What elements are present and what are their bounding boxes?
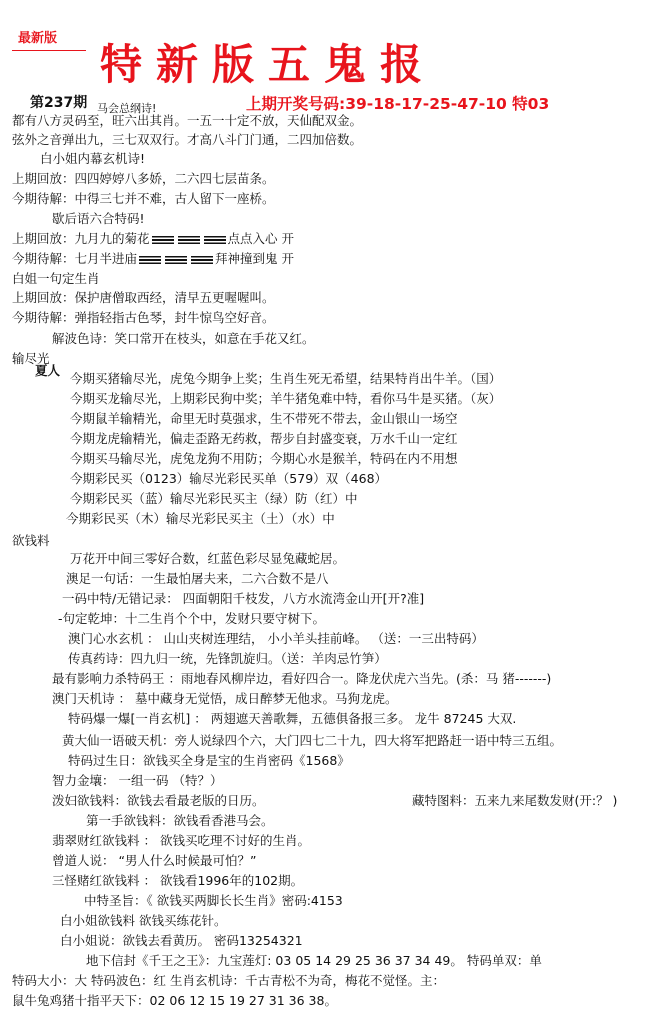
text-line xyxy=(66,571,329,586)
text-line xyxy=(52,773,222,788)
brand-label: 最新版 xyxy=(18,31,58,46)
text-line xyxy=(52,671,551,686)
line-text: 夏人 xyxy=(35,363,61,378)
line-text: 一码中特/无错记录： 四面朝阳千枝发，八方水流湾金山开[开?准] xyxy=(62,591,425,606)
text-line xyxy=(60,933,303,948)
line-text: -句定乾坤：十二生肖个个中，发财只要守树下。 xyxy=(58,611,326,626)
text-line xyxy=(68,711,516,726)
text-line xyxy=(12,533,50,548)
text-line xyxy=(70,451,458,466)
last-draw-numbers: 39-18-17-25-47-10 特03 xyxy=(345,95,550,113)
line-text: 黄大仙一语破天机：旁人说绿四个六，大门四七二十九，四大将军把路赶一语中特三五组。 xyxy=(62,733,563,748)
line-text: 智力金壤： 一组一码 （特？） xyxy=(52,773,223,788)
text-line xyxy=(12,271,100,286)
line-text: 三怪赌红欲钱料 ： 欲钱看1996年的102期。 xyxy=(52,873,304,888)
last-draw-result xyxy=(246,97,549,112)
line-text: 传真药诗：四九归一统，先锋凯旋归。（送：羊肉忌竹笋） xyxy=(68,651,387,666)
text-line xyxy=(66,511,335,526)
text-line xyxy=(70,391,501,406)
text-line xyxy=(40,151,145,166)
line-text: 曾道人说： “男人什么时候最可怕？” xyxy=(52,853,257,868)
text-line xyxy=(70,411,458,426)
line-text: 今期彩民买（0123）输尽光彩民买单（579）双（468） xyxy=(70,471,388,486)
text-line xyxy=(52,211,145,226)
brand-underline xyxy=(12,50,86,51)
line-text: 最有影响力杀特码王 ：雨地春风柳岸边，看好四合一。降龙伏虎六当先。(杀：马 猪-------) xyxy=(52,671,552,686)
text-line xyxy=(12,993,337,1008)
line-text: 今期龙虎输精光，偏走歪路无药救，帮步自封盛变衰，万水千山一定红 xyxy=(70,431,458,446)
line-text: 澳门心水玄机 ： 山山夹树连理结， 小小羊头挂前峰。 （送：一三出特码） xyxy=(68,631,484,646)
line-text: 歇后语六合特码! xyxy=(52,211,145,226)
line-text: 都有八方灵码至，旺六出其肖。一五一十定不放，天仙配双金。 xyxy=(12,113,363,128)
issue-number: 第237期 xyxy=(30,95,88,111)
trigram-bars-icon xyxy=(178,236,200,244)
trigram-bars-icon xyxy=(204,236,226,244)
text-line xyxy=(86,953,542,968)
line-text: 白姐一句定生肖 xyxy=(12,271,100,286)
line-text: 第一手欲钱料：欲钱看香港马会。 xyxy=(86,813,274,828)
text-line xyxy=(12,191,275,206)
line-text: 白小姐欲钱料 欲钱买练花针。 xyxy=(60,913,227,928)
text-line xyxy=(52,833,310,848)
text-line xyxy=(12,132,362,147)
trigram-bars-icon xyxy=(165,256,187,264)
line-text: 弦外之音弹出九，三七双双行。才高八斗门门通，二四加倍数。 xyxy=(12,132,363,147)
text-line xyxy=(68,631,484,646)
text-line xyxy=(52,793,265,808)
text-line xyxy=(86,813,274,828)
line-text-tail: 拜神撞到鬼 开 xyxy=(215,251,294,266)
line-text: 今期买猪输尽光，虎兔今期争上奖；生肖生死无希望，结果特肖出牛羊。（国） xyxy=(70,371,502,386)
page-title: 特新版五鬼报 xyxy=(100,40,437,89)
line-text: 白小姐说：欲钱去看黄历。 密码13254321 xyxy=(60,933,303,948)
text-line xyxy=(70,491,358,506)
text-line xyxy=(70,431,458,446)
line-text: 特码过生日：欲钱买全身是宝的生肖密码《1568》 xyxy=(68,753,350,768)
line-text: 欲钱料 xyxy=(12,533,50,548)
text-line xyxy=(35,363,60,378)
line-text: 澳足一句话：一生最怕屠夫来，二六合数不是八 xyxy=(66,571,329,586)
line-text: 今期买马输尽光，虎兔龙狗不用防；今期心水是猴羊，特码在内不用想 xyxy=(70,451,458,466)
text-line xyxy=(68,753,350,768)
line-text: 今期待解：中得三七并不难，古人留下一座桥。 xyxy=(12,191,275,206)
line-text: 藏特图料：五来九来尾数发财(开:？ ) xyxy=(412,793,618,808)
text-line xyxy=(60,913,226,928)
issue-subtitle: 马会总纲诗! xyxy=(97,102,157,115)
line-text: 中特圣旨：《 欲钱买两脚长长生肖》密码:4153 xyxy=(84,893,343,908)
text-line xyxy=(70,551,345,566)
text-line xyxy=(12,310,275,325)
line-text: 万花开中间三零好合数，红蓝色彩尽显兔藏蛇居。 xyxy=(70,551,346,566)
last-draw-label: 上期开奖号码: xyxy=(246,95,346,113)
trigram-bars-icon xyxy=(191,256,213,264)
line-text: 解波色诗：笑口常开在枝头，如意在手花又红。 xyxy=(52,331,315,346)
line-text: 特码爆一爆[一肖玄机] ： 两翅遮天善歌舞，五德俱备报三多。 龙牛 87245 大双. xyxy=(68,711,517,726)
text-line xyxy=(52,873,303,888)
line-text: 地下信封《千王之王》：九宝莲灯: 03 05 14 29 25 36 37 34 49。 特码单双：单 xyxy=(86,953,542,968)
trigram-bars-icon xyxy=(139,256,161,264)
text-line xyxy=(68,651,387,666)
line-text: 上期回放：保护唐僧取西经，清早五更喔喔叫。 xyxy=(12,290,275,305)
line-text: 今期待解：弹指轻指古色琴，封牛惊鸟空好音。 xyxy=(12,310,275,325)
text-line xyxy=(52,691,397,706)
text-line xyxy=(70,471,387,486)
line-text: 鼠牛兔鸡猪十指平天下：02 06 12 15 19 27 31 36 38。 xyxy=(12,993,337,1008)
line-text-tail: 点点入心 开 xyxy=(227,231,294,246)
text-line xyxy=(12,231,294,246)
text-line xyxy=(62,733,562,748)
line-text: 今期买龙输尽光，上期彩民狗中奖；羊牛猪兔难中特，看你马牛是买猪。（灰） xyxy=(70,391,502,406)
text-line xyxy=(62,591,424,606)
text-line xyxy=(12,171,275,186)
text-line xyxy=(412,793,617,808)
trigram-bars-icon xyxy=(152,236,174,244)
text-line xyxy=(12,113,362,128)
line-text: 翡翠财红欲钱料 ： 欲钱买吃理不讨好的生肖。 xyxy=(52,833,310,848)
text-line xyxy=(12,973,445,988)
line-text: 上期回放：四四婷婷八多娇，二六四七层苗条。 xyxy=(12,171,275,186)
text-line xyxy=(52,853,256,868)
text-line xyxy=(52,331,315,346)
line-text: 泼妇欲钱料：欲钱去看最老版的日历。 xyxy=(52,793,265,808)
line-text: 今期彩民买（蓝）输尽光彩民买主（绿）防（红）中 xyxy=(70,491,358,506)
line-text: 今期待解：七月半进庙 xyxy=(12,251,138,266)
text-line xyxy=(58,611,325,626)
text-line xyxy=(70,371,501,386)
text-line xyxy=(12,251,294,266)
text-line xyxy=(12,290,275,305)
text-line xyxy=(84,893,343,908)
line-text: 澳门天机诗 ： 墓中藏身无觉悟，成日醉梦无他求。马狗龙虎。 xyxy=(52,691,398,706)
line-text: 今期鼠羊输精光，命里无时莫强求，生不带死不带去，金山银山一场空 xyxy=(70,411,458,426)
line-text: 今期彩民买（木）输尽光彩民买主（土）（水）中 xyxy=(66,511,335,526)
line-text: 白小姐内幕玄机诗! xyxy=(40,151,146,166)
line-text: 上期回放：九月九的菊花 xyxy=(12,231,150,246)
line-text: 输尽光 xyxy=(12,351,50,366)
line-text: 特码大小：大 特码波色：红 生肖玄机诗：千古青松不为奇，梅花不觉怪。主： xyxy=(12,973,445,988)
